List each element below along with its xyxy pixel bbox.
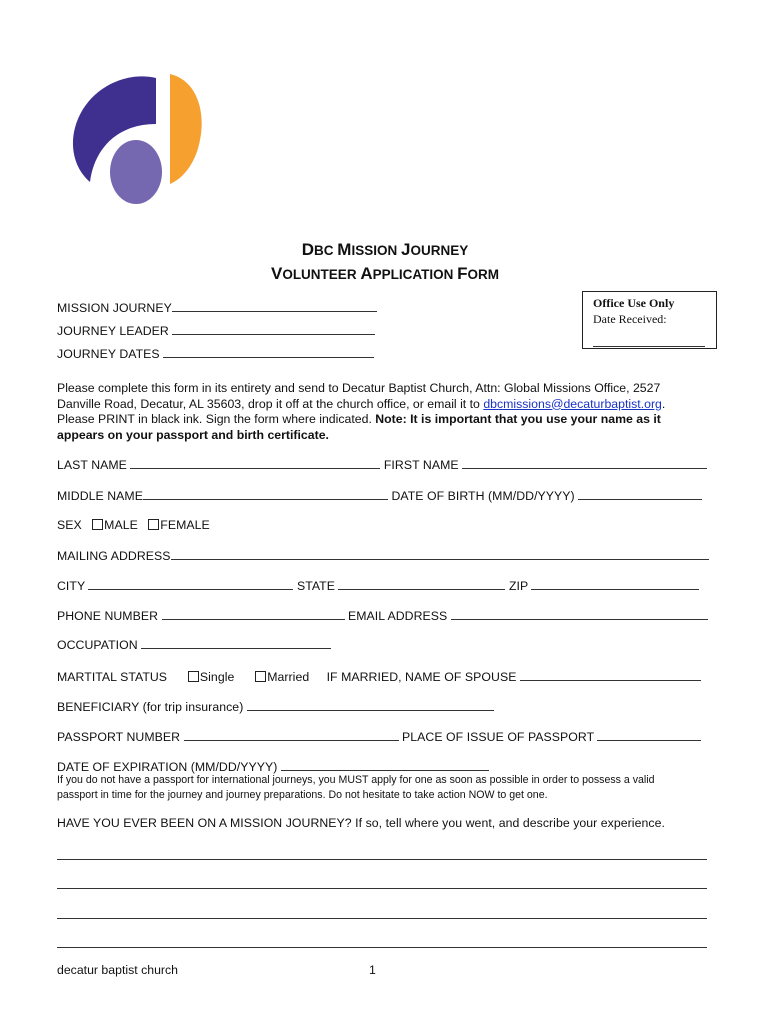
phone-blank[interactable] bbox=[162, 608, 345, 620]
expiration-blank[interactable] bbox=[281, 759, 489, 771]
journey-dates-label: JOURNEY DATES bbox=[57, 347, 160, 361]
journey-dates-blank[interactable] bbox=[163, 346, 374, 358]
dob-label: DATE OF BIRTH (MM/DD/YYYY) bbox=[391, 489, 575, 503]
journey-dates-field[interactable] bbox=[57, 346, 374, 361]
date-received-blank bbox=[593, 335, 705, 347]
zip-blank[interactable] bbox=[531, 578, 699, 590]
married-label: Married bbox=[267, 670, 310, 684]
beneficiary-label: BENEFICIARY (for trip insurance) bbox=[57, 700, 244, 714]
note-text-b: appears on your passport and birth certificate. bbox=[57, 427, 329, 442]
email-blank[interactable] bbox=[451, 608, 708, 620]
female-label: FEMALE bbox=[160, 518, 210, 532]
answer-line[interactable] bbox=[57, 947, 707, 948]
married-checkbox[interactable] bbox=[255, 671, 266, 682]
instructions-line2: Danville Road, Decatur, AL 35603, drop it off at the church office, or email it to dbcmissions@decaturbaptist.org. bbox=[57, 396, 666, 411]
spouse-blank[interactable] bbox=[520, 669, 701, 681]
spouse-label: IF MARRIED, NAME OF SPOUSE bbox=[326, 670, 517, 684]
mailing-address-row bbox=[57, 548, 709, 563]
occupation-label: OCCUPATION bbox=[57, 638, 138, 652]
journey-leader-label: JOURNEY LEADER bbox=[57, 324, 169, 338]
mailing-address-label: MAILING ADDRESS bbox=[57, 549, 171, 563]
mission-journey-field[interactable] bbox=[57, 300, 377, 315]
instructions-line4 bbox=[57, 428, 717, 444]
expiration-row bbox=[57, 759, 489, 774]
beneficiary-blank[interactable] bbox=[247, 699, 494, 711]
last-name-blank[interactable] bbox=[130, 457, 380, 469]
middle-name-label: MIDDLE NAME bbox=[57, 489, 143, 503]
single-checkbox[interactable] bbox=[188, 671, 199, 682]
page-number: 1 bbox=[369, 963, 376, 977]
zip-label: ZIP bbox=[508, 579, 528, 593]
state-blank[interactable] bbox=[338, 578, 505, 590]
single-label: Single bbox=[199, 670, 235, 684]
passport-row bbox=[57, 729, 701, 744]
sex-label: SEX bbox=[57, 518, 82, 532]
male-label: MALE bbox=[104, 518, 138, 532]
sex-row bbox=[57, 518, 210, 532]
marital-status-label: MARTITAL STATUS bbox=[57, 670, 168, 684]
journey-leader-blank[interactable] bbox=[172, 323, 375, 335]
answer-line[interactable] bbox=[57, 918, 707, 919]
instructions bbox=[57, 381, 717, 443]
beneficiary-row bbox=[57, 699, 494, 714]
city-state-zip-row bbox=[57, 578, 699, 593]
form-title-line1: DBC MISSION JOURNEY bbox=[301, 240, 469, 259]
instructions-line1: Please complete this form in its entirety and send to Decatur Baptist Church, Attn: Global Missions Office, 2527 bbox=[57, 381, 661, 395]
passport-number-label: PASSPORT NUMBER bbox=[57, 730, 181, 744]
middle-dob-row bbox=[57, 488, 702, 503]
mission-journey-blank[interactable] bbox=[172, 300, 377, 312]
occupation-row bbox=[57, 637, 331, 652]
last-name-label: LAST NAME bbox=[57, 458, 127, 472]
female-checkbox[interactable] bbox=[148, 519, 159, 530]
marital-row bbox=[57, 669, 701, 684]
footer-church: decatur baptist church bbox=[57, 963, 178, 977]
first-name-blank[interactable] bbox=[462, 457, 707, 469]
mailing-address-blank[interactable] bbox=[171, 548, 709, 560]
phone-label: PHONE NUMBER bbox=[57, 609, 159, 623]
date-received-label: Date Received: bbox=[593, 312, 667, 326]
note-text-a: Note: It is important that you use your name as it bbox=[375, 412, 661, 426]
passport-note-line1: If you do not have a passport for international journeys, you MUST apply for one as soon as possible in order to possess a valid bbox=[57, 774, 655, 786]
phone-email-row bbox=[57, 608, 708, 623]
occupation-blank[interactable] bbox=[141, 637, 331, 649]
expiration-label: DATE OF EXPIRATION (MM/DD/YYYY) bbox=[57, 760, 278, 774]
passport-note bbox=[57, 773, 727, 802]
name-row bbox=[57, 457, 707, 472]
experience-question: HAVE YOU EVER BEEN ON A MISSION JOURNEY? If so, tell where you went, and describe your experience. bbox=[57, 816, 665, 830]
passport-note-line2: passport in time for the journey and journey preparations. Do not hesitate to take action NOW to get one. bbox=[57, 788, 548, 801]
logo-orange-d bbox=[170, 74, 202, 184]
state-label: STATE bbox=[296, 579, 335, 593]
answer-line[interactable] bbox=[57, 888, 707, 889]
mission-journey-label: MISSION JOURNEY bbox=[57, 301, 172, 315]
passport-place-label: PLACE OF ISSUE OF PASSPORT bbox=[402, 730, 594, 744]
passport-place-blank[interactable] bbox=[597, 729, 701, 741]
city-blank[interactable] bbox=[88, 578, 293, 590]
office-use-box bbox=[582, 291, 717, 349]
instructions-line3: Please PRINT in black ink. Sign the form where indicated. Note: It is important that you use your name as it bbox=[57, 412, 661, 426]
form-title-line2: VOLUNTEER APPLICATION FORM bbox=[270, 264, 500, 283]
middle-name-blank[interactable] bbox=[143, 488, 388, 500]
first-name-label: FIRST NAME bbox=[383, 458, 459, 472]
journey-leader-field[interactable] bbox=[57, 323, 375, 338]
dbc-logo bbox=[60, 62, 220, 222]
logo-lavender-o bbox=[110, 140, 162, 204]
passport-number-blank[interactable] bbox=[184, 729, 399, 741]
email-link[interactable]: dbcmissions@decaturbaptist.org bbox=[483, 396, 662, 411]
dob-blank[interactable] bbox=[578, 488, 702, 500]
email-label: EMAIL ADDRESS bbox=[347, 609, 448, 623]
office-use-title: Office Use Only bbox=[593, 296, 675, 310]
city-label: CITY bbox=[57, 579, 85, 593]
male-checkbox[interactable] bbox=[92, 519, 103, 530]
answer-line[interactable] bbox=[57, 859, 707, 860]
